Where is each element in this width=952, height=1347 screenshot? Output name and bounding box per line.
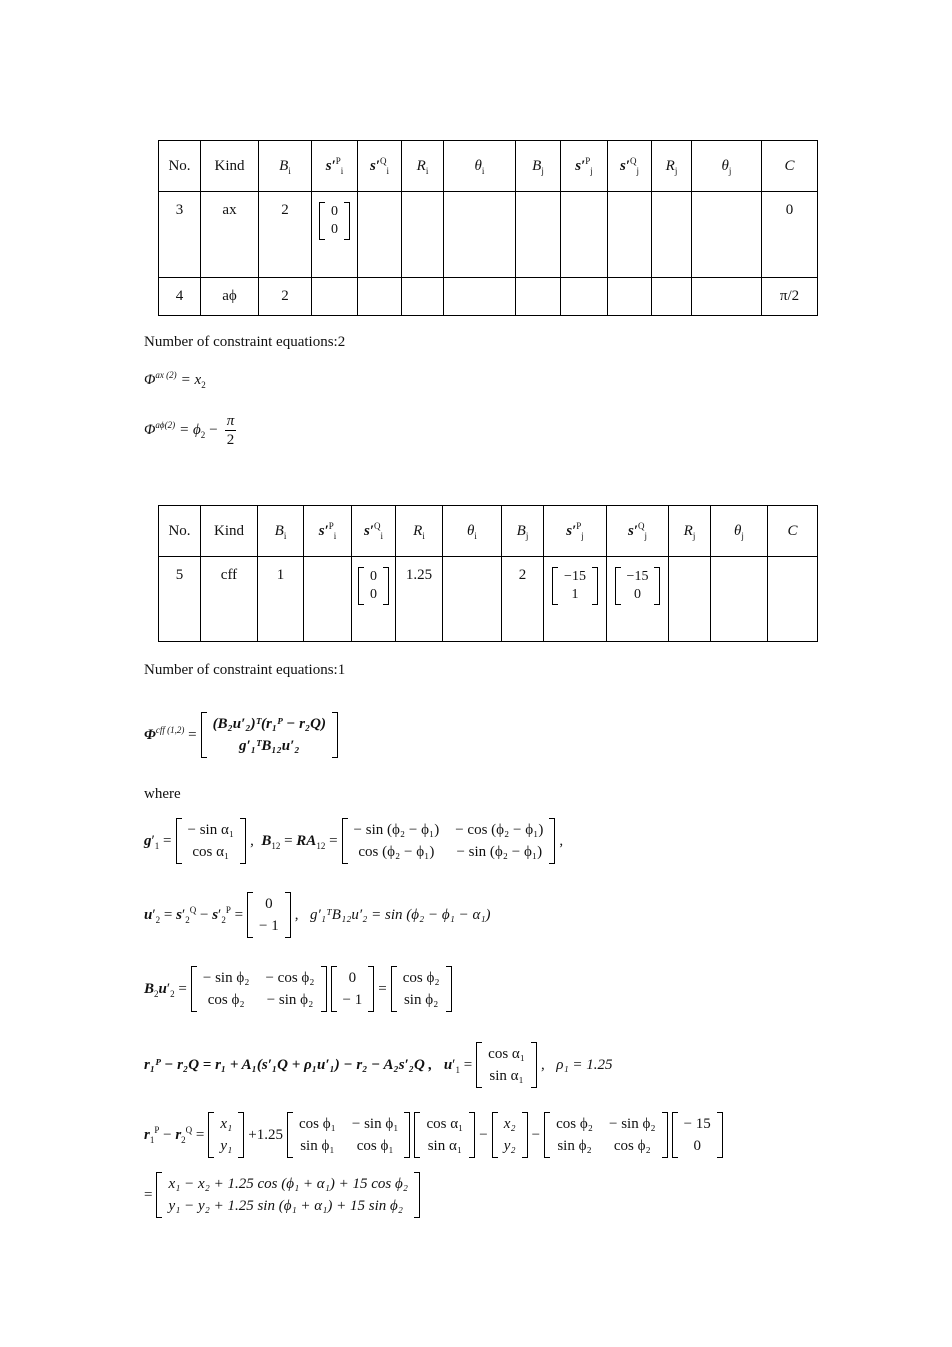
cell-ri: 1.25 bbox=[396, 557, 443, 642]
matrix: − sin ϕ₂ cos ϕ₂ − cos ϕ₂ − sin ϕ₂ bbox=[191, 966, 327, 1012]
vector: x₁ − x₂ + 1.25 cos (ϕ₁ + α₁) + 15 cos ϕ₂ y₁ − y₂ + 1.25 sin (ϕ₁ + α₁) + 15 sin ϕ₂ bbox=[156, 1172, 420, 1218]
equation-phi-cff: $\Phi^{cff (1,2)}$ = (B₂u′₂)ᵀ(r₁ᴾ − r₂Q) g′₁ᵀB₁₂u′₂ bbox=[144, 712, 338, 758]
vector: 0 − 1 bbox=[331, 966, 375, 1012]
constraint-table-1 bbox=[158, 140, 818, 316]
equation-rpq-expanded: $r_1^P - r_2^Q$ = x₁ y₁ +1.25 cos ϕ₁ sin ϕ₁ − sin ϕ₁ cos ϕ₁ cos α₁ sin α₁ − x₂ y₂ − cos ϕ₂ sin ϕ₂ − sin ϕ₂ cos ϕ₂ − 15 0 bbox=[144, 1112, 723, 1158]
vector: 0 0 bbox=[319, 202, 350, 240]
header-siq: $s'^Q_i$ bbox=[358, 141, 402, 192]
header-bi: $B_i$ bbox=[258, 506, 304, 557]
cell-no: 5 bbox=[159, 557, 201, 642]
matrix: (B₂u′₂)ᵀ(r₁ᴾ − r₂Q) g′₁ᵀB₁₂u′₂ bbox=[201, 712, 338, 758]
matrix: cos ϕ₂ sin ϕ₂ − sin ϕ₂ cos ϕ₂ bbox=[544, 1112, 667, 1158]
constraint-count-1: Number of constraint equations:2 bbox=[144, 334, 346, 350]
cell-no: 4 bbox=[159, 278, 201, 316]
cell-bi: 1 bbox=[258, 557, 304, 642]
table-row bbox=[159, 192, 818, 278]
table-row bbox=[159, 557, 818, 642]
equation-g-b12: $g'_1$ = − sin α₁ cos α₁ , $B_{12} = RA_{12}$ = − sin (ϕ₂ − ϕ₁) cos (ϕ₂ − ϕ₁) − cos (ϕ₂ − ϕ₁) − sin (ϕ₂ − ϕ₁) , bbox=[144, 818, 563, 864]
cell-sjp bbox=[544, 557, 607, 642]
table-header-row bbox=[159, 141, 818, 192]
header-c: C bbox=[762, 141, 818, 192]
header-bi: $B_i$ bbox=[259, 141, 312, 192]
cell-bj: 2 bbox=[502, 557, 544, 642]
cell-siq bbox=[352, 557, 396, 642]
header-thetai: $\theta_i$ bbox=[444, 141, 516, 192]
equation-b2u2: $B_2u'_2$ = − sin ϕ₂ cos ϕ₂ − cos ϕ₂ − sin ϕ₂ 0 − 1 = cos ϕ₂ sin ϕ₂ bbox=[144, 966, 452, 1012]
cell-kind: aϕ bbox=[201, 278, 259, 316]
vector: −15 0 bbox=[615, 567, 661, 605]
equation-rpq-result: = x₁ − x₂ + 1.25 cos (ϕ₁ + α₁) + 15 cos ϕ₂ y₁ − y₂ + 1.25 sin (ϕ₁ + α₁) + 15 sin ϕ₂ bbox=[144, 1172, 420, 1218]
vector: cos ϕ₂ sin ϕ₂ bbox=[391, 966, 452, 1012]
header-rj: $R_j$ bbox=[669, 506, 711, 557]
vector: 0 − 1 bbox=[247, 892, 291, 938]
header-sip: $s'^P_i$ bbox=[312, 141, 358, 192]
header-kind: Kind bbox=[201, 506, 258, 557]
where-label: where bbox=[144, 786, 181, 802]
header-bj: $B_j$ bbox=[502, 506, 544, 557]
header-no: No. bbox=[159, 141, 201, 192]
equation-u2: $u'_2 = s'_2^Q - s'_2^P$ = 0 − 1 , g′₁ᵀB₁₂u′₂ = sin (ϕ₂ − ϕ₁ − α₁) bbox=[144, 892, 491, 938]
header-thetaj: $\theta_j$ bbox=[711, 506, 768, 557]
equation-aphi: $\Phi^{a\phi(2)}$ = $\phi_2$ − $\frac{\pi}{2}$ bbox=[144, 413, 235, 448]
header-sjq: $s'^Q_j$ bbox=[608, 141, 652, 192]
cell-sjq bbox=[607, 557, 669, 642]
header-sjq: $s'^Q_j$ bbox=[607, 506, 669, 557]
cell-bi: 2 bbox=[259, 192, 312, 278]
header-sip: $s'^P_i$ bbox=[304, 506, 352, 557]
vector: cos α₁ sin α₁ bbox=[476, 1042, 537, 1088]
matrix: cos ϕ₁ sin ϕ₁ − sin ϕ₁ cos ϕ₁ bbox=[287, 1112, 410, 1158]
vector: x₁ y₁ bbox=[208, 1112, 244, 1158]
vector: −15 1 bbox=[552, 567, 598, 605]
cell-sip bbox=[312, 192, 358, 278]
header-c: C bbox=[768, 506, 818, 557]
header-no: No. bbox=[159, 506, 201, 557]
constraint-table-2 bbox=[158, 505, 818, 642]
matrix: − sin (ϕ₂ − ϕ₁) cos (ϕ₂ − ϕ₁) − cos (ϕ₂ − ϕ₁) − sin (ϕ₂ − ϕ₁) bbox=[342, 818, 556, 864]
header-thetaj: $\theta_j$ bbox=[692, 141, 762, 192]
cell-no: 3 bbox=[159, 192, 201, 278]
vector: − 15 0 bbox=[672, 1112, 723, 1158]
vector: cos α₁ sin α₁ bbox=[414, 1112, 475, 1158]
header-ri: $R_i$ bbox=[402, 141, 444, 192]
cell-c: π/2 bbox=[762, 278, 818, 316]
equation-rpq-definition: r₁ᴾ − r₂Q = r₁ + A₁(s′₁Q + ρ₁u′₁) − r₂ − A₂s′₂Q , $u'_1$ = cos α₁ sin α₁ , ρ₁ = 1.25 bbox=[144, 1042, 613, 1088]
header-sjp: $s'^P_j$ bbox=[561, 141, 608, 192]
header-bj: $B_j$ bbox=[516, 141, 561, 192]
table-row bbox=[159, 278, 818, 316]
constraint-count-2: Number of constraint equations:1 bbox=[144, 662, 346, 678]
vector: 0 0 bbox=[358, 567, 389, 605]
cell-bi: 2 bbox=[259, 278, 312, 316]
vector: − sin α₁ cos α₁ bbox=[176, 818, 247, 864]
cell-kind: cff bbox=[201, 557, 258, 642]
vector: x₂ y₂ bbox=[492, 1112, 528, 1158]
cell-kind: ax bbox=[201, 192, 259, 278]
header-sjp: $s'^P_j$ bbox=[544, 506, 607, 557]
equation-ax: $\Phi^{ax (2)}$ = $x_2$ bbox=[144, 370, 206, 390]
header-rj: $R_j$ bbox=[652, 141, 692, 192]
cell-c: 0 bbox=[762, 192, 818, 278]
header-ri: $R_i$ bbox=[396, 506, 443, 557]
header-siq: $s'^Q_i$ bbox=[352, 506, 396, 557]
table-header-row bbox=[159, 506, 818, 557]
header-thetai: $\theta_i$ bbox=[443, 506, 502, 557]
header-kind: Kind bbox=[201, 141, 259, 192]
